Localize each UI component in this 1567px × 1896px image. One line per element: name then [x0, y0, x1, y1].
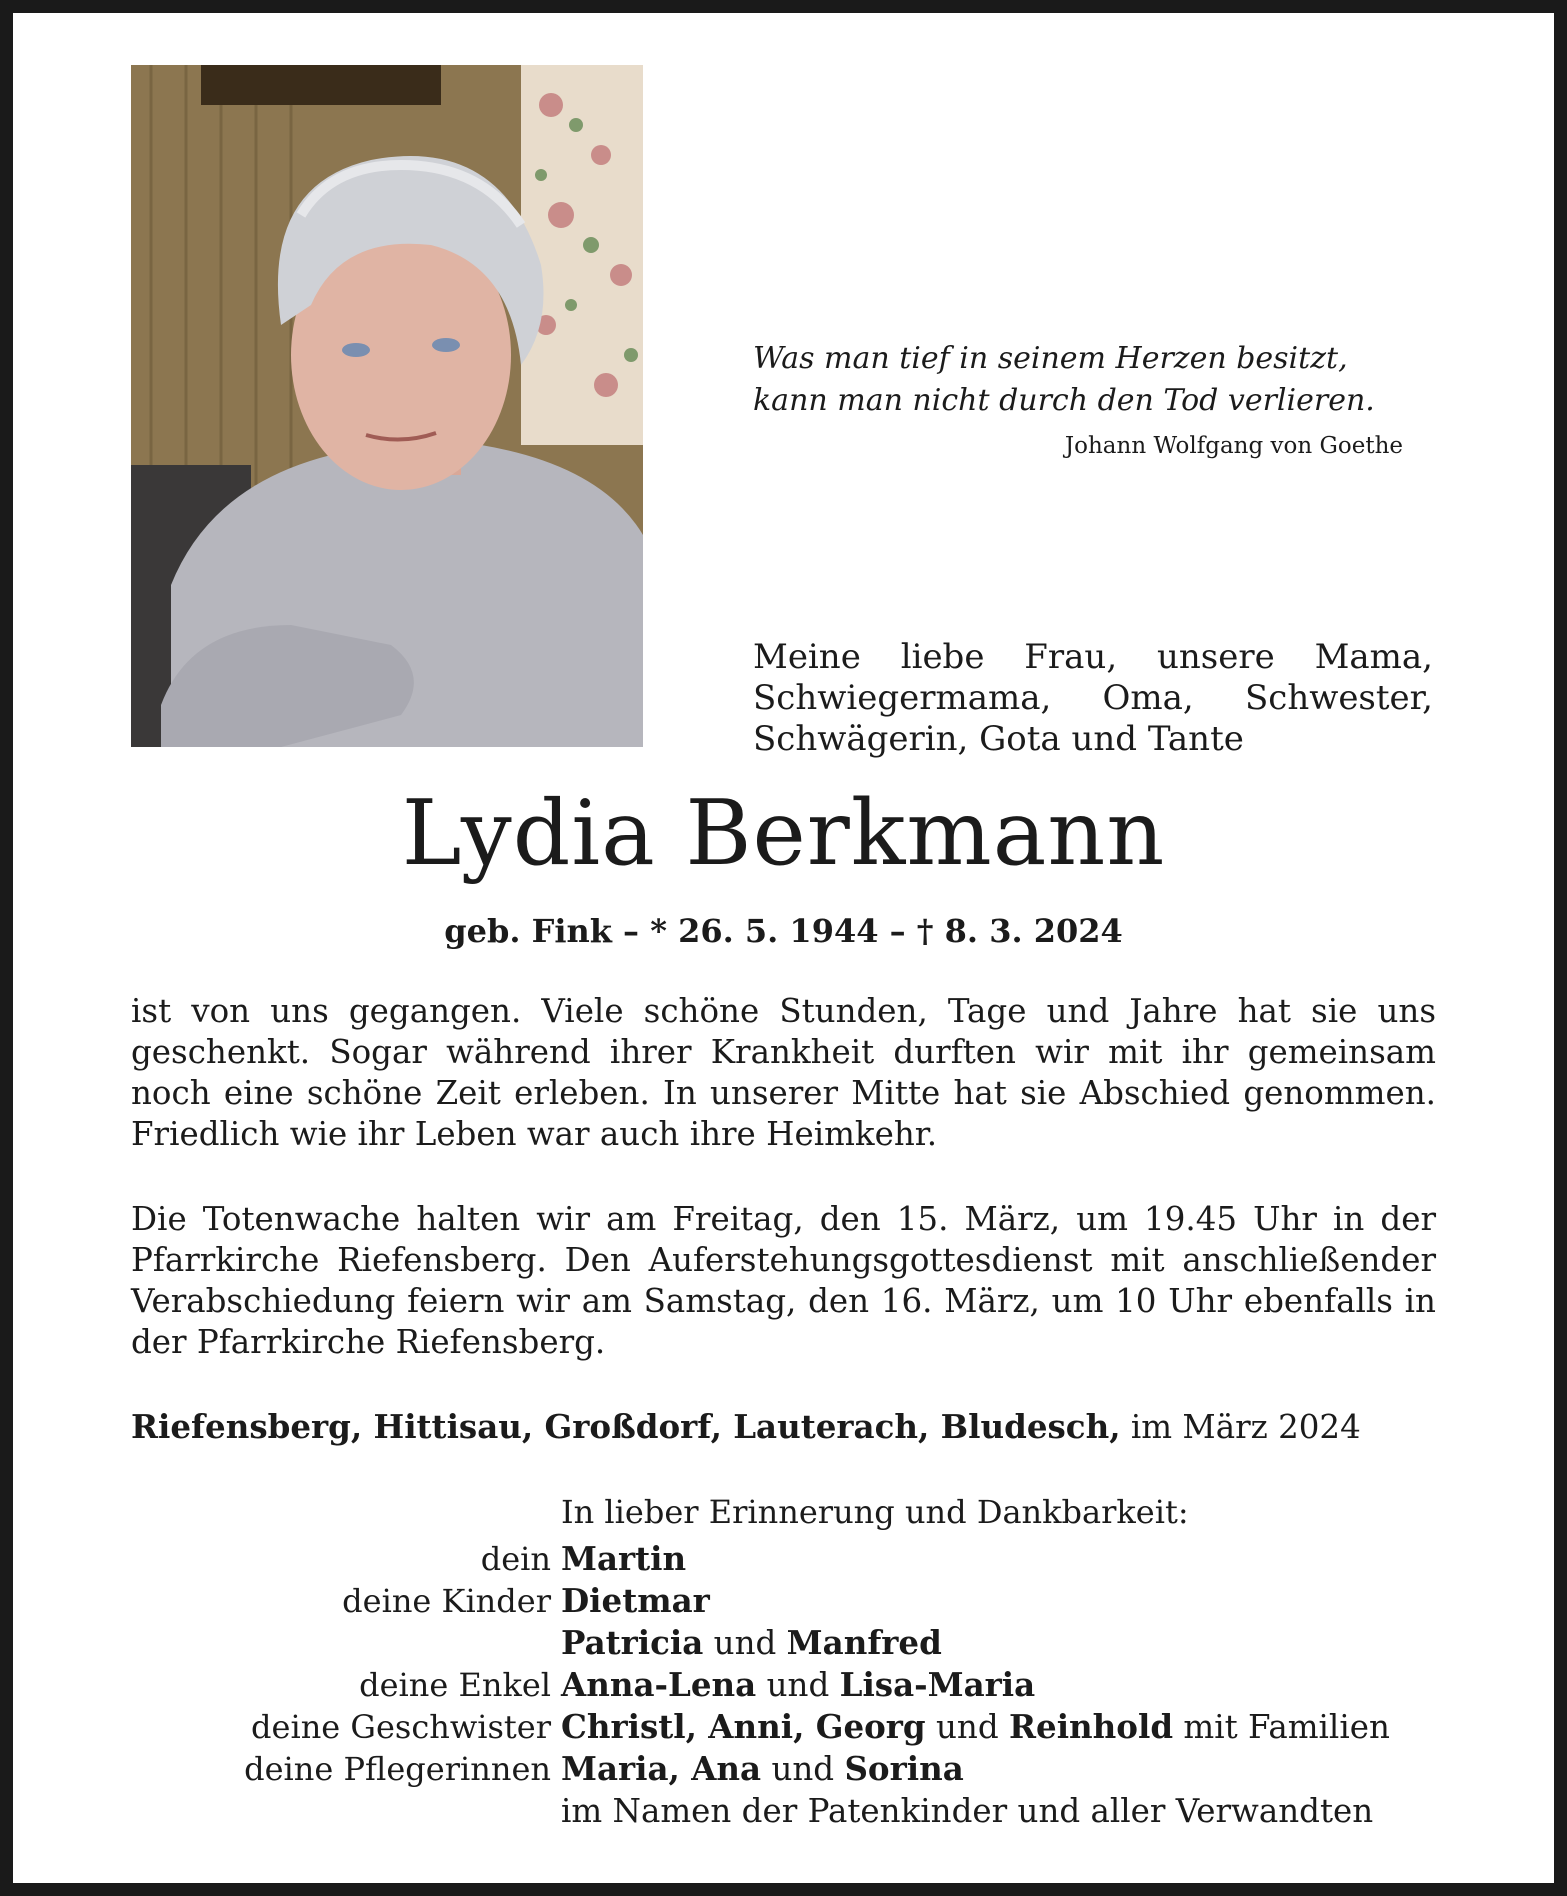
intro-line-2: Schwiegermama, Oma, Schwester,: [753, 678, 1433, 718]
quote-block: [753, 338, 1433, 466]
signature-names: [561, 1790, 1373, 1832]
signature-names: [561, 1664, 1035, 1706]
signature-name: Martin: [561, 1539, 687, 1578]
signature-row: [13, 1580, 1554, 1622]
signature-connector: und: [925, 1708, 1010, 1746]
signature-name: Reinhold: [1009, 1707, 1174, 1746]
signature-connector: im Namen der Patenkinder und aller Verwandten: [561, 1792, 1374, 1830]
quote-line-2: kann man nicht durch den Tod verlieren.: [753, 383, 1375, 418]
signature-row: [13, 1622, 1554, 1664]
signature-relation: deine Geschwister: [251, 1708, 551, 1746]
body-paragraph-1: ist von uns gegangen. Viele schöne Stunden, Tage und Jahre hat sie uns geschenkt. Sogar während ihrer Krankheit durften wir mit ihr gemeinsam noch eine schöne Zeit erleben. In unserer Mitte hat sie Abschied genommen. Friedlich wie ihr Leben war auch ihre Heimkehr.: [131, 992, 1436, 1153]
obituary-page: [13, 13, 1554, 1883]
body-paragraph-2: Die Totenwache halten wir am Freitag, den 15. März, um 19.45 Uhr in der Pfarrkirche Riefensberg. Den Auferstehungsgottesdienst mit anschließender Verabschiedung feiern wir am Samstag, den 16. März, um 10 Uhr ebenfalls in der Pfarrkirche Riefensberg.: [131, 1200, 1436, 1361]
signature-relation: deine Kinder: [342, 1582, 551, 1620]
signature-name: Christl, Anni, Georg: [561, 1707, 926, 1746]
signature-connector: und: [761, 1750, 845, 1788]
signature-names: [561, 1538, 686, 1580]
signatures-heading: In lieber Erinnerung und Dankbarkeit:: [561, 1493, 1189, 1531]
signature-relation: dein: [480, 1540, 551, 1578]
signature-name: Dietmar: [561, 1581, 710, 1620]
signature-name: Maria, Ana: [561, 1749, 762, 1788]
signature-names: [561, 1748, 964, 1790]
signature-name: Lisa-Maria: [839, 1665, 1036, 1704]
quote-author: Johann Wolfgang von Goethe: [1064, 433, 1403, 459]
signature-connector: mit Familien: [1173, 1708, 1390, 1746]
signature-name: Patricia: [561, 1623, 704, 1662]
signature-name: Manfred: [786, 1623, 942, 1662]
portrait-illustration: [131, 65, 643, 747]
intro-line-1: Meine liebe Frau, unsere Mama,: [753, 637, 1433, 677]
signature-names: [561, 1622, 942, 1664]
intro-line-3: Schwägerin, Gota und Tante: [753, 719, 1244, 759]
signature-row: [13, 1664, 1554, 1706]
portrait-photo: [131, 65, 643, 747]
places-date: im März 2024: [1130, 1408, 1361, 1446]
quote-line-1: Was man tief in seinem Herzen besitzt,: [753, 341, 1348, 376]
signature-names: [561, 1580, 710, 1622]
deceased-dates: geb. Fink – * 26. 5. 1944 – † 8. 3. 2024: [444, 912, 1123, 950]
signature-row: [13, 1706, 1554, 1748]
signature-row: [13, 1538, 1554, 1580]
signature-row: [13, 1790, 1554, 1832]
signature-names: [561, 1706, 1390, 1748]
deceased-name: Lydia Berkmann: [401, 781, 1166, 886]
signature-connector: und: [756, 1666, 840, 1704]
signature-row: [13, 1748, 1554, 1790]
intro-text: [753, 637, 1433, 760]
signature-relation: deine Pflegerinnen: [244, 1750, 551, 1788]
signature-connector: und: [703, 1624, 787, 1662]
signature-name: Anna-Lena: [561, 1665, 757, 1704]
places-towns: Riefensberg, Hittisau, Großdorf, Lauterach, Bludesch,: [131, 1407, 1121, 1446]
signature-name: Sorina: [844, 1749, 964, 1788]
places-line: [131, 1405, 1451, 1449]
signature-relation: deine Enkel: [359, 1666, 551, 1704]
